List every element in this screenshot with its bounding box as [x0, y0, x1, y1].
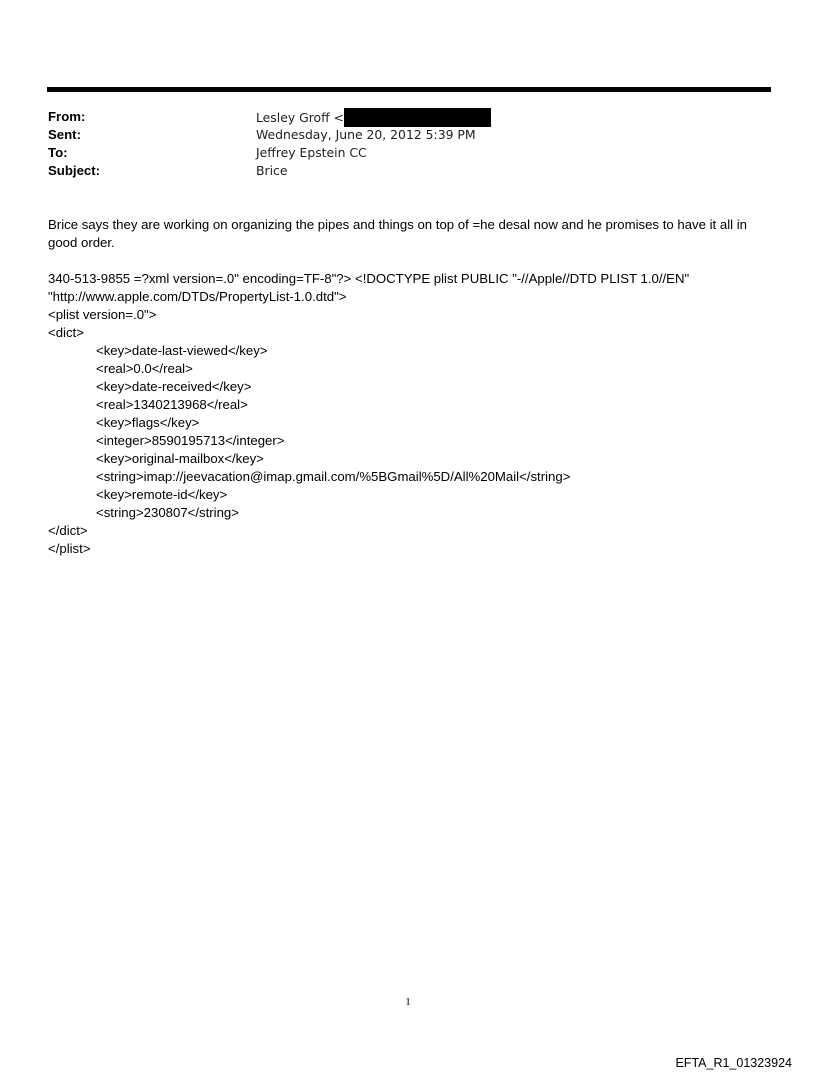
- plist-line: <plist version=.0">: [48, 307, 157, 322]
- subject-row: [48, 162, 768, 180]
- header-divider: [47, 87, 771, 92]
- from-row: [48, 108, 768, 126]
- subject-label: Subject:: [48, 163, 101, 178]
- from-name: Lesley Groff <: [256, 110, 344, 125]
- plist-block: [48, 270, 770, 558]
- to-label: To:: [48, 145, 68, 160]
- document-id: EFTA_R1_01323924: [675, 1056, 792, 1070]
- plist-line: <string>imap://jeevacation@imap.gmail.com/%5BGmail%5D/All%20Mail</string>: [96, 469, 571, 484]
- plist-line: <real>1340213968</real>: [96, 397, 248, 412]
- plist-line: <integer>8590195713</integer>: [96, 433, 285, 448]
- plist-line: 340-513-9855 =?xml version=.0" encoding=TF-8"?> <!DOCTYPE plist PUBLIC "-//Apple//DTD PLIST 1.0//EN": [48, 271, 690, 286]
- page-number: 1: [405, 996, 411, 1008]
- plist-line: "http://www.apple.com/DTDs/PropertyList-1.0.dtd">: [48, 289, 347, 304]
- plist-line: <real>0.0</real>: [96, 361, 193, 376]
- body-paragraph: Brice says they are working on organizing the pipes and things on top of =he desal now and he promises to have it all in good order.: [48, 217, 747, 250]
- email-header: [48, 108, 768, 180]
- sent-label: Sent:: [48, 127, 81, 142]
- redaction-box: [344, 108, 491, 127]
- to-value: Jeffrey Epstein CC: [256, 145, 367, 160]
- plist-line: </dict>: [48, 523, 88, 538]
- plist-line: <string>230807</string>: [96, 505, 239, 520]
- plist-line: <key>date-last-viewed</key>: [96, 343, 268, 358]
- plist-line: <dict>: [48, 325, 84, 340]
- plist-line: <key>original-mailbox</key>: [96, 451, 264, 466]
- to-row: [48, 144, 768, 162]
- subject-value: Brice: [256, 163, 288, 178]
- plist-line: <key>remote-id</key>: [96, 487, 228, 502]
- plist-line: <key>date-received</key>: [96, 379, 252, 394]
- sent-row: [48, 126, 768, 144]
- sent-value: Wednesday, June 20, 2012 5:39 PM: [256, 127, 476, 142]
- plist-line: <key>flags</key>: [96, 415, 200, 430]
- from-label: From:: [48, 109, 86, 124]
- email-body: [48, 216, 770, 252]
- from-value: [256, 108, 491, 126]
- plist-line: </plist>: [48, 541, 91, 556]
